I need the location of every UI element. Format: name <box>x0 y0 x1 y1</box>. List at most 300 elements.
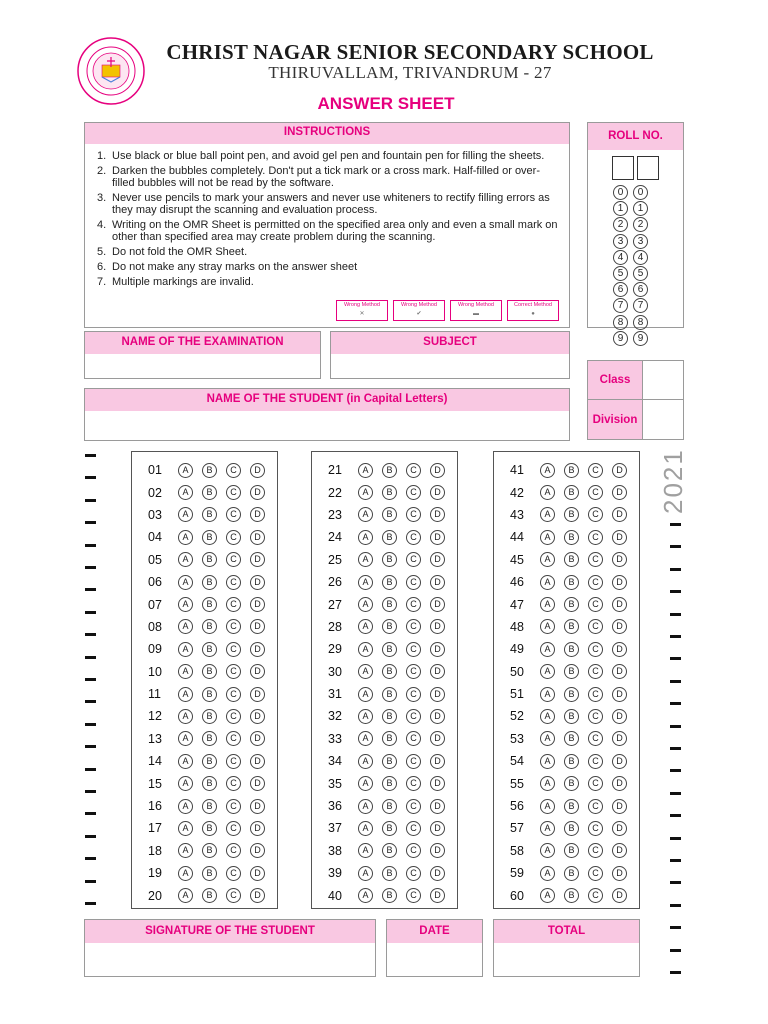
answer-bubble-b[interactable]: B <box>382 463 397 478</box>
question-row <box>494 862 639 884</box>
date-field[interactable] <box>386 919 483 977</box>
instruction-text: Do not fold the OMR Sheet. <box>112 246 248 258</box>
roll-digit-bubble[interactable]: 2 <box>633 217 648 232</box>
answer-bubble-a[interactable]: A <box>540 687 555 702</box>
answer-bubble-c[interactable]: C <box>406 530 421 545</box>
answer-bubble-c[interactable]: C <box>226 731 241 746</box>
answer-bubble-c[interactable]: C <box>226 530 241 545</box>
answer-bubble-b[interactable]: B <box>564 821 579 836</box>
answer-bubble-a[interactable]: A <box>358 485 373 500</box>
answer-bubble-b[interactable]: B <box>382 888 397 903</box>
answer-bubble-b[interactable]: B <box>202 843 217 858</box>
answer-bubble-a[interactable]: A <box>178 463 193 478</box>
answer-bubble-d[interactable]: D <box>430 821 445 836</box>
answer-bubble-d[interactable]: D <box>612 642 627 657</box>
roll-digit-bubble[interactable]: 7 <box>613 298 628 313</box>
answer-bubble-c[interactable]: C <box>226 754 241 769</box>
roll-digit-bubble[interactable]: 4 <box>633 250 648 265</box>
answer-bubble-a[interactable]: A <box>178 843 193 858</box>
answer-bubble-a[interactable]: A <box>178 687 193 702</box>
answer-bubble-b[interactable]: B <box>564 530 579 545</box>
answer-bubble-b[interactable]: B <box>382 776 397 791</box>
answer-bubble-d[interactable]: D <box>250 754 265 769</box>
answer-bubble-c[interactable]: C <box>406 709 421 724</box>
answer-bubble-c[interactable]: C <box>406 776 421 791</box>
answer-bubble-b[interactable]: B <box>202 597 217 612</box>
answer-bubble-b[interactable]: B <box>202 754 217 769</box>
answer-bubble-c[interactable]: C <box>588 575 603 590</box>
roll-digit-bubble[interactable]: 5 <box>633 266 648 281</box>
answer-bubble-d[interactable]: D <box>430 597 445 612</box>
answer-bubble-c[interactable]: C <box>226 619 241 634</box>
question-row <box>132 571 277 593</box>
answer-bubble-d[interactable]: D <box>612 485 627 500</box>
answer-bubble-b[interactable]: B <box>564 776 579 791</box>
roll-digit-bubble[interactable]: 3 <box>633 234 648 249</box>
answer-bubble-d[interactable]: D <box>430 552 445 567</box>
answer-bubble-d[interactable]: D <box>250 843 265 858</box>
answer-bubble-a[interactable]: A <box>358 552 373 567</box>
answer-bubble-a[interactable]: A <box>358 507 373 522</box>
answer-bubble-b[interactable]: B <box>382 799 397 814</box>
answer-bubble-d[interactable]: D <box>612 731 627 746</box>
answer-bubble-c[interactable]: C <box>588 888 603 903</box>
answer-bubble-a[interactable]: A <box>540 463 555 478</box>
answer-bubble-a[interactable]: A <box>358 866 373 881</box>
answer-bubble-d[interactable]: D <box>430 709 445 724</box>
answer-bubble-d[interactable]: D <box>612 552 627 567</box>
answer-bubble-a[interactable]: A <box>178 619 193 634</box>
answer-bubble-c[interactable]: C <box>226 485 241 500</box>
answer-bubble-c[interactable]: C <box>226 709 241 724</box>
answer-bubble-a[interactable]: A <box>540 619 555 634</box>
answer-bubble-b[interactable]: B <box>564 799 579 814</box>
roll-digit-bubble[interactable]: 6 <box>613 282 628 297</box>
answer-bubble-d[interactable]: D <box>250 463 265 478</box>
class-field[interactable] <box>588 361 683 400</box>
answer-bubble-b[interactable]: B <box>382 866 397 881</box>
answer-bubble-c[interactable]: C <box>226 463 241 478</box>
answer-bubble-b[interactable]: B <box>382 664 397 679</box>
roll-digit-bubble[interactable]: 3 <box>613 234 628 249</box>
answer-bubble-b[interactable]: B <box>202 776 217 791</box>
answer-bubble-c[interactable]: C <box>226 799 241 814</box>
answer-bubble-a[interactable]: A <box>358 821 373 836</box>
answer-bubble-a[interactable]: A <box>178 642 193 657</box>
answer-bubble-c[interactable]: C <box>406 664 421 679</box>
answer-bubble-d[interactable]: D <box>430 776 445 791</box>
answer-bubble-b[interactable]: B <box>202 507 217 522</box>
answer-bubble-d[interactable]: D <box>250 575 265 590</box>
answer-bubble-c[interactable]: C <box>406 597 421 612</box>
year-label-wrap <box>658 446 698 516</box>
roll-digit-box[interactable] <box>612 156 634 180</box>
answer-bubble-c[interactable]: C <box>588 866 603 881</box>
answer-bubble-a[interactable]: A <box>178 776 193 791</box>
answer-bubble-c[interactable]: C <box>588 687 603 702</box>
answer-bubble-a[interactable]: A <box>178 485 193 500</box>
answer-bubble-c[interactable]: C <box>588 530 603 545</box>
question-number: 26 <box>328 575 342 590</box>
answer-bubble-c[interactable]: C <box>588 619 603 634</box>
answer-bubble-c[interactable]: C <box>406 888 421 903</box>
answer-bubble-d[interactable]: D <box>250 642 265 657</box>
answer-bubble-a[interactable]: A <box>358 709 373 724</box>
answer-bubble-d[interactable]: D <box>250 530 265 545</box>
roll-digit-bubble[interactable]: 1 <box>613 201 628 216</box>
answer-bubble-b[interactable]: B <box>202 799 217 814</box>
answer-bubble-d[interactable]: D <box>430 463 445 478</box>
question-number: 44 <box>510 530 524 545</box>
answer-bubble-a[interactable]: A <box>178 731 193 746</box>
answer-bubble-a[interactable]: A <box>540 664 555 679</box>
answer-bubble-c[interactable]: C <box>406 799 421 814</box>
answer-bubble-d[interactable]: D <box>612 799 627 814</box>
marking-method-label: Wrong Method <box>458 302 494 308</box>
answer-bubble-a[interactable]: A <box>540 888 555 903</box>
question-row <box>132 884 277 906</box>
roll-digit-bubble[interactable]: 0 <box>613 185 628 200</box>
answer-bubble-c[interactable]: C <box>226 843 241 858</box>
answer-bubble-b[interactable]: B <box>382 687 397 702</box>
answer-bubble-d[interactable]: D <box>612 664 627 679</box>
answer-bubble-a[interactable]: A <box>178 888 193 903</box>
answer-bubble-a[interactable]: A <box>178 821 193 836</box>
answer-bubble-a[interactable]: A <box>178 866 193 881</box>
roll-digit-bubble[interactable]: 2 <box>613 217 628 232</box>
roll-digit-bubble[interactable]: 8 <box>613 315 628 330</box>
answer-bubble-a[interactable]: A <box>178 799 193 814</box>
answer-bubble-a[interactable]: A <box>540 843 555 858</box>
answer-bubble-b[interactable]: B <box>564 619 579 634</box>
answer-bubble-d[interactable]: D <box>612 575 627 590</box>
question-number: 59 <box>510 866 524 881</box>
answer-bubble-d[interactable]: D <box>612 463 627 478</box>
answer-bubble-a[interactable]: A <box>358 754 373 769</box>
answer-bubble-b[interactable]: B <box>382 552 397 567</box>
answer-bubble-b[interactable]: B <box>202 463 217 478</box>
answer-bubble-b[interactable]: B <box>202 575 217 590</box>
answer-bubble-d[interactable]: D <box>612 754 627 769</box>
question-number: 31 <box>328 687 342 702</box>
answer-bubble-a[interactable]: A <box>178 709 193 724</box>
answer-bubble-a[interactable]: A <box>358 642 373 657</box>
answer-bubble-b[interactable]: B <box>564 664 579 679</box>
marking-sample-icon: ▬ <box>473 311 479 317</box>
answer-bubble-c[interactable]: C <box>226 687 241 702</box>
answer-bubble-d[interactable]: D <box>430 642 445 657</box>
subject-field[interactable] <box>330 331 570 379</box>
answer-bubble-a[interactable]: A <box>358 597 373 612</box>
subject-label: SUBJECT <box>331 332 569 354</box>
answer-bubble-c[interactable]: C <box>588 821 603 836</box>
answer-bubble-b[interactable]: B <box>382 619 397 634</box>
timing-mark <box>85 656 96 659</box>
answer-bubble-d[interactable]: D <box>430 731 445 746</box>
roll-digit-box[interactable] <box>637 156 659 180</box>
answer-bubble-d[interactable]: D <box>430 866 445 881</box>
answer-bubble-b[interactable]: B <box>564 709 579 724</box>
roll-digit-bubble[interactable]: 5 <box>613 266 628 281</box>
answer-bubble-d[interactable]: D <box>612 530 627 545</box>
answer-bubble-c[interactable]: C <box>406 821 421 836</box>
answer-bubble-c[interactable]: C <box>588 507 603 522</box>
answer-bubble-b[interactable]: B <box>564 552 579 567</box>
answer-bubble-d[interactable]: D <box>250 888 265 903</box>
answer-bubble-a[interactable]: A <box>358 463 373 478</box>
answer-bubble-b[interactable]: B <box>202 821 217 836</box>
total-field[interactable] <box>493 919 640 977</box>
answer-bubble-a[interactable]: A <box>358 530 373 545</box>
roll-digit-bubble[interactable]: 6 <box>633 282 648 297</box>
answer-bubble-b[interactable]: B <box>382 485 397 500</box>
answer-bubble-c[interactable]: C <box>406 687 421 702</box>
answer-bubble-b[interactable]: B <box>202 485 217 500</box>
answer-bubble-b[interactable]: B <box>382 754 397 769</box>
answer-bubble-d[interactable]: D <box>430 619 445 634</box>
answer-bubble-a[interactable]: A <box>358 575 373 590</box>
answer-bubble-c[interactable]: C <box>406 575 421 590</box>
answer-bubble-a[interactable]: A <box>358 888 373 903</box>
answer-bubble-a[interactable]: A <box>540 754 555 769</box>
answer-bubble-b[interactable]: B <box>202 530 217 545</box>
timing-mark <box>670 904 681 907</box>
question-row <box>494 817 639 839</box>
answer-bubble-c[interactable]: C <box>588 664 603 679</box>
answer-bubble-b[interactable]: B <box>382 821 397 836</box>
answer-bubble-b[interactable]: B <box>202 687 217 702</box>
answer-bubble-a[interactable]: A <box>540 866 555 881</box>
answer-bubble-a[interactable]: A <box>540 709 555 724</box>
timing-mark <box>670 568 681 571</box>
answer-bubble-b[interactable]: B <box>564 575 579 590</box>
answer-bubble-a[interactable]: A <box>540 552 555 567</box>
answer-bubble-a[interactable]: A <box>540 731 555 746</box>
answer-bubble-d[interactable]: D <box>612 776 627 791</box>
answer-bubble-d[interactable]: D <box>612 507 627 522</box>
answer-bubble-c[interactable]: C <box>588 776 603 791</box>
answer-bubble-a[interactable]: A <box>540 776 555 791</box>
answer-bubble-a[interactable]: A <box>178 530 193 545</box>
roll-digit-bubble[interactable]: 9 <box>613 331 628 346</box>
answer-bubble-a[interactable]: A <box>358 799 373 814</box>
answer-bubble-d[interactable]: D <box>250 709 265 724</box>
answer-bubble-b[interactable]: B <box>382 575 397 590</box>
answer-bubble-c[interactable]: C <box>226 866 241 881</box>
answer-bubble-d[interactable]: D <box>250 485 265 500</box>
answer-bubble-a[interactable]: A <box>540 575 555 590</box>
answer-bubble-d[interactable]: D <box>612 619 627 634</box>
division-field[interactable] <box>588 400 683 439</box>
answer-bubble-d[interactable]: D <box>250 664 265 679</box>
answer-bubble-c[interactable]: C <box>226 642 241 657</box>
answer-bubble-a[interactable]: A <box>540 485 555 500</box>
answer-bubble-d[interactable]: D <box>612 687 627 702</box>
student-name-field[interactable] <box>84 388 570 441</box>
answer-bubble-a[interactable]: A <box>540 507 555 522</box>
answer-bubble-c[interactable]: C <box>406 619 421 634</box>
answer-bubble-b[interactable]: B <box>202 619 217 634</box>
answer-bubble-b[interactable]: B <box>382 843 397 858</box>
answer-bubble-a[interactable]: A <box>540 597 555 612</box>
answer-bubble-b[interactable]: B <box>382 642 397 657</box>
answer-bubble-c[interactable]: C <box>226 776 241 791</box>
answer-bubble-c[interactable]: C <box>406 642 421 657</box>
answer-bubble-b[interactable]: B <box>382 507 397 522</box>
answer-bubble-c[interactable]: C <box>406 843 421 858</box>
answer-bubble-a[interactable]: A <box>358 776 373 791</box>
answer-bubble-b[interactable]: B <box>202 888 217 903</box>
answer-bubble-d[interactable]: D <box>612 709 627 724</box>
answer-bubble-b[interactable]: B <box>202 642 217 657</box>
answer-bubble-b[interactable]: B <box>564 687 579 702</box>
answer-bubble-d[interactable]: D <box>250 507 265 522</box>
answer-bubble-b[interactable]: B <box>564 485 579 500</box>
question-number: 53 <box>510 731 524 746</box>
roll-digit-bubble[interactable]: 7 <box>633 298 648 313</box>
answer-bubble-b[interactable]: B <box>382 731 397 746</box>
answer-bubble-a[interactable]: A <box>358 664 373 679</box>
answer-bubble-d[interactable]: D <box>430 799 445 814</box>
answer-bubble-d[interactable]: D <box>612 843 627 858</box>
answer-bubble-b[interactable]: B <box>564 463 579 478</box>
answer-bubble-b[interactable]: B <box>564 866 579 881</box>
question-number: 08 <box>148 619 162 634</box>
answer-bubble-b[interactable]: B <box>564 597 579 612</box>
school-name: CHRIST NAGAR SENIOR SECONDARY SCHOOL <box>166 40 654 64</box>
answer-bubble-c[interactable]: C <box>406 463 421 478</box>
question-number: 39 <box>328 866 342 881</box>
answer-bubble-c[interactable]: C <box>588 754 603 769</box>
answer-bubble-d[interactable]: D <box>250 619 265 634</box>
answer-bubble-c[interactable]: C <box>588 642 603 657</box>
question-number: 35 <box>328 776 342 791</box>
roll-digit-bubble[interactable]: 8 <box>633 315 648 330</box>
roll-digit-bubble[interactable]: 1 <box>633 201 648 216</box>
answer-bubble-a[interactable]: A <box>358 619 373 634</box>
answer-bubble-d[interactable]: D <box>250 597 265 612</box>
answer-bubble-d[interactable]: D <box>430 888 445 903</box>
answer-bubble-b[interactable]: B <box>382 597 397 612</box>
answer-bubble-a[interactable]: A <box>540 642 555 657</box>
instruction-text: Writing on the OMR Sheet is permitted on the specified area only and even a small mark on other than specified area may create problem during the scanning. <box>112 219 558 243</box>
exam-name-field[interactable] <box>84 331 321 379</box>
answer-bubble-b[interactable]: B <box>564 642 579 657</box>
timing-mark <box>670 747 681 750</box>
answer-bubble-c[interactable]: C <box>226 507 241 522</box>
answer-bubble-b[interactable]: B <box>382 709 397 724</box>
answer-bubble-a[interactable]: A <box>178 552 193 567</box>
answer-bubble-c[interactable]: C <box>406 485 421 500</box>
answer-bubble-a[interactable]: A <box>358 687 373 702</box>
answer-bubble-c[interactable]: C <box>588 463 603 478</box>
question-row <box>312 884 457 906</box>
question-number: 01 <box>148 463 162 478</box>
roll-number-title: ROLL NO. <box>588 123 683 150</box>
answer-bubble-c[interactable]: C <box>588 709 603 724</box>
roll-digit-bubble[interactable]: 9 <box>633 331 648 346</box>
answer-bubble-d[interactable]: D <box>430 485 445 500</box>
answer-bubble-a[interactable]: A <box>540 821 555 836</box>
answer-bubble-c[interactable]: C <box>226 821 241 836</box>
answer-bubble-c[interactable]: C <box>588 843 603 858</box>
answer-bubble-d[interactable]: D <box>612 821 627 836</box>
answer-bubble-a[interactable]: A <box>540 799 555 814</box>
answer-bubble-a[interactable]: A <box>178 507 193 522</box>
answer-bubble-c[interactable]: C <box>588 597 603 612</box>
answer-bubble-d[interactable]: D <box>250 821 265 836</box>
answer-bubble-b[interactable]: B <box>564 507 579 522</box>
answer-bubble-c[interactable]: C <box>406 866 421 881</box>
answer-bubble-d[interactable]: D <box>250 731 265 746</box>
answer-bubble-d[interactable]: D <box>430 843 445 858</box>
answer-bubble-a[interactable]: A <box>178 597 193 612</box>
answer-bubble-d[interactable]: D <box>430 664 445 679</box>
answer-bubble-c[interactable]: C <box>588 552 603 567</box>
answer-bubble-b[interactable]: B <box>564 754 579 769</box>
answer-bubble-d[interactable]: D <box>430 507 445 522</box>
answer-bubble-c[interactable]: C <box>588 731 603 746</box>
answer-bubble-b[interactable]: B <box>564 888 579 903</box>
answer-bubble-c[interactable]: C <box>226 888 241 903</box>
question-row <box>312 795 457 817</box>
answer-bubble-d[interactable]: D <box>250 776 265 791</box>
answer-bubble-c[interactable]: C <box>588 799 603 814</box>
answer-bubble-b[interactable]: B <box>382 530 397 545</box>
answer-bubble-d[interactable]: D <box>612 888 627 903</box>
answer-bubble-b[interactable]: B <box>564 843 579 858</box>
answer-bubble-c[interactable]: C <box>406 552 421 567</box>
answer-bubble-b[interactable]: B <box>202 866 217 881</box>
answer-bubble-a[interactable]: A <box>540 530 555 545</box>
answer-bubble-d[interactable]: D <box>430 575 445 590</box>
answer-bubble-a[interactable]: A <box>178 664 193 679</box>
answer-bubble-a[interactable]: A <box>178 754 193 769</box>
answer-bubble-d[interactable]: D <box>250 799 265 814</box>
answer-bubble-d[interactable]: D <box>612 866 627 881</box>
answer-bubble-c[interactable]: C <box>406 754 421 769</box>
roll-digit-bubble[interactable]: 4 <box>613 250 628 265</box>
question-row <box>132 526 277 548</box>
answer-bubble-c[interactable]: C <box>588 485 603 500</box>
answer-bubble-d[interactable]: D <box>612 597 627 612</box>
answer-bubble-c[interactable]: C <box>406 507 421 522</box>
answer-bubble-d[interactable]: D <box>430 754 445 769</box>
signature-field[interactable] <box>84 919 376 977</box>
answer-bubble-d[interactable]: D <box>250 687 265 702</box>
answer-bubble-d[interactable]: D <box>250 866 265 881</box>
answer-bubble-c[interactable]: C <box>226 597 241 612</box>
question-row <box>312 571 457 593</box>
answer-bubble-d[interactable]: D <box>250 552 265 567</box>
question-number: 13 <box>148 731 162 746</box>
answer-bubble-b[interactable]: B <box>202 709 217 724</box>
answer-bubble-b[interactable]: B <box>564 731 579 746</box>
answer-bubble-b[interactable]: B <box>202 731 217 746</box>
answer-bubble-c[interactable]: C <box>226 552 241 567</box>
answer-bubble-d[interactable]: D <box>430 687 445 702</box>
answer-bubble-c[interactable]: C <box>226 664 241 679</box>
answer-bubble-a[interactable]: A <box>358 843 373 858</box>
roll-digit-bubble[interactable]: 0 <box>633 185 648 200</box>
answer-bubble-d[interactable]: D <box>430 530 445 545</box>
answer-bubble-c[interactable]: C <box>406 731 421 746</box>
answer-bubble-a[interactable]: A <box>358 731 373 746</box>
answer-bubble-c[interactable]: C <box>226 575 241 590</box>
answer-bubble-b[interactable]: B <box>202 552 217 567</box>
answer-bubble-b[interactable]: B <box>202 664 217 679</box>
answer-bubble-a[interactable]: A <box>178 575 193 590</box>
